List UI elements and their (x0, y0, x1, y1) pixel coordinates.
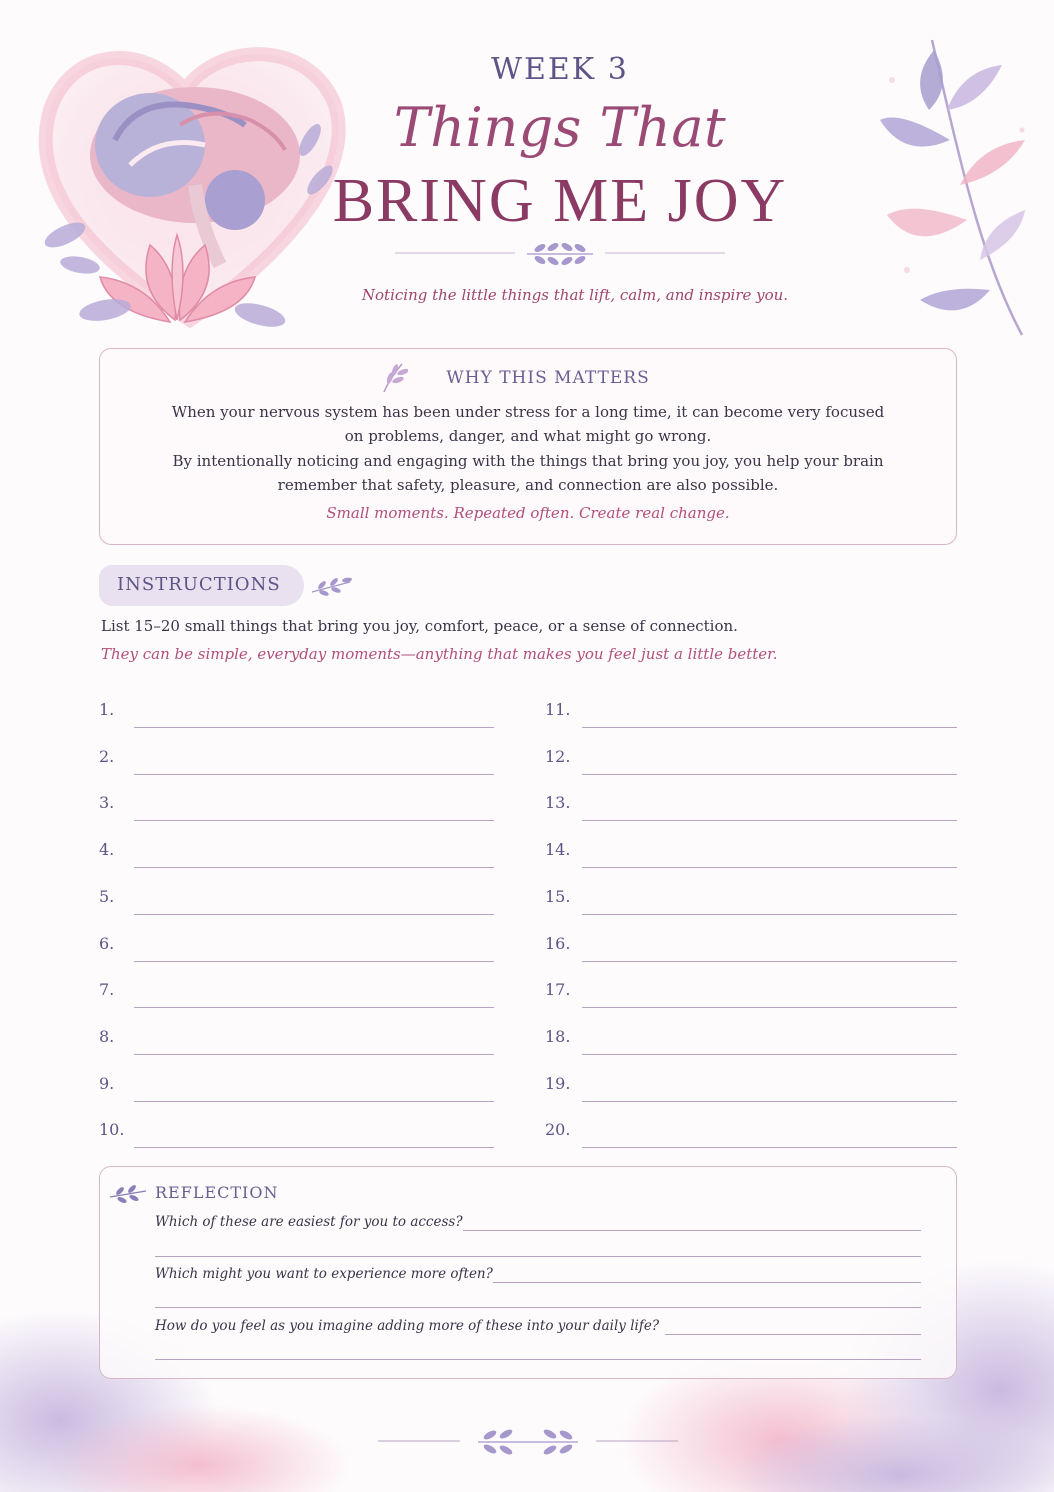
list-answer-line[interactable] (134, 1147, 494, 1148)
list-answer-line[interactable] (134, 1054, 494, 1055)
list-answer-line[interactable] (134, 867, 494, 868)
list-answer-line[interactable] (134, 961, 494, 962)
list-number: 7. (99, 980, 115, 1000)
sprig-icon (108, 1181, 148, 1205)
list-number: 19. (545, 1073, 571, 1093)
list-item (545, 840, 957, 868)
list-number: 14. (545, 840, 571, 860)
list-item (545, 1027, 957, 1055)
list-item (99, 700, 494, 728)
list-answer-line[interactable] (134, 1007, 494, 1008)
list-answer-line[interactable] (582, 820, 957, 821)
why-heading: WHY THIS MATTERS (446, 368, 650, 388)
leaf-branch-illustration (872, 20, 1042, 340)
week-label: WEEK 3 (491, 52, 629, 87)
list-number: 1. (99, 700, 115, 719)
reflection-answer-line[interactable] (463, 1230, 921, 1231)
instructions-text: List 15–20 small things that bring you joy, comfort, peace, or a sense of connection. (101, 617, 738, 635)
reflection-question-2: Which might you want to experience more often? (155, 1266, 493, 1282)
list-item (545, 887, 957, 915)
list-item (545, 793, 957, 821)
laurel-divider-icon (378, 1424, 678, 1458)
list-answer-line[interactable] (134, 914, 494, 915)
why-text-line-1: When your nervous system has been under stress for a long time, it can become very focused (171, 403, 885, 421)
list-number: 13. (545, 793, 571, 813)
list-item (545, 1074, 957, 1102)
list-answer-line[interactable] (582, 1054, 957, 1055)
list-number: 5. (99, 886, 115, 906)
laurel-divider-icon (395, 238, 725, 268)
why-text-line-4: remember that safety, pleasure, and connection are also possible. (277, 476, 779, 494)
list-answer-line[interactable] (134, 1101, 494, 1102)
list-number: 11. (545, 700, 571, 719)
list-item (99, 747, 494, 775)
list-number: 17. (545, 980, 571, 1000)
reflection-heading: REFLECTION (155, 1183, 279, 1202)
list-number: 16. (545, 933, 571, 953)
list-item (99, 840, 494, 868)
list-number: 20. (545, 1120, 571, 1140)
list-item (99, 1120, 494, 1148)
reflection-answer-line[interactable] (155, 1256, 921, 1257)
list-number: 6. (99, 933, 115, 953)
why-emphasis: Small moments. Repeated often. Create real change. (326, 504, 730, 522)
instructions-heading: INSTRUCTIONS (117, 574, 281, 595)
list-item (545, 980, 957, 1008)
reflection-answer-line[interactable] (155, 1359, 921, 1360)
list-number: 15. (545, 886, 571, 906)
title-script: Things That (393, 96, 727, 159)
list-item (545, 1120, 957, 1148)
list-answer-line[interactable] (582, 1007, 957, 1008)
list-item (99, 887, 494, 915)
list-number: 2. (99, 746, 115, 766)
reflection-answer-line[interactable] (155, 1307, 921, 1308)
list-answer-line[interactable] (134, 727, 494, 728)
list-item (99, 980, 494, 1008)
list-number: 18. (545, 1026, 571, 1046)
list-number: 8. (99, 1026, 115, 1046)
list-answer-line[interactable] (582, 727, 957, 728)
list-number: 3. (99, 793, 115, 813)
list-item (99, 1074, 494, 1102)
list-item (545, 934, 957, 962)
list-answer-line[interactable] (582, 914, 957, 915)
list-answer-line[interactable] (582, 774, 957, 775)
page-title: BRING ME JOY (332, 167, 788, 235)
sprig-icon (308, 574, 354, 598)
list-answer-line[interactable] (582, 961, 957, 962)
subtitle: Noticing the little things that lift, calm, and inspire you. (361, 286, 789, 304)
instructions-note: They can be simple, everyday moments—anything that makes you feel just a little better. (101, 645, 778, 663)
list-answer-line[interactable] (582, 1147, 957, 1148)
why-text-line-3: By intentionally noticing and engaging with the things that bring you joy, you help your brain (172, 452, 884, 470)
list-item (99, 793, 494, 821)
list-item (99, 1027, 494, 1055)
list-number: 10. (99, 1120, 125, 1140)
list-item (545, 747, 957, 775)
reflection-answer-line[interactable] (493, 1282, 921, 1283)
reflection-question-1: Which of these are easiest for you to access? (155, 1214, 463, 1230)
reflection-answer-line[interactable] (665, 1334, 921, 1335)
reflection-question-3: How do you feel as you imagine adding more of these into your daily life? (155, 1318, 660, 1334)
list-item (545, 700, 957, 728)
why-text-line-2: on problems, danger, and what might go wrong. (344, 427, 712, 445)
list-answer-line[interactable] (582, 867, 957, 868)
list-number: 9. (99, 1073, 115, 1093)
list-answer-line[interactable] (582, 1101, 957, 1102)
list-answer-line[interactable] (134, 774, 494, 775)
list-answer-line[interactable] (134, 820, 494, 821)
list-number: 12. (545, 746, 571, 766)
list-number: 4. (99, 840, 115, 860)
list-item (99, 934, 494, 962)
